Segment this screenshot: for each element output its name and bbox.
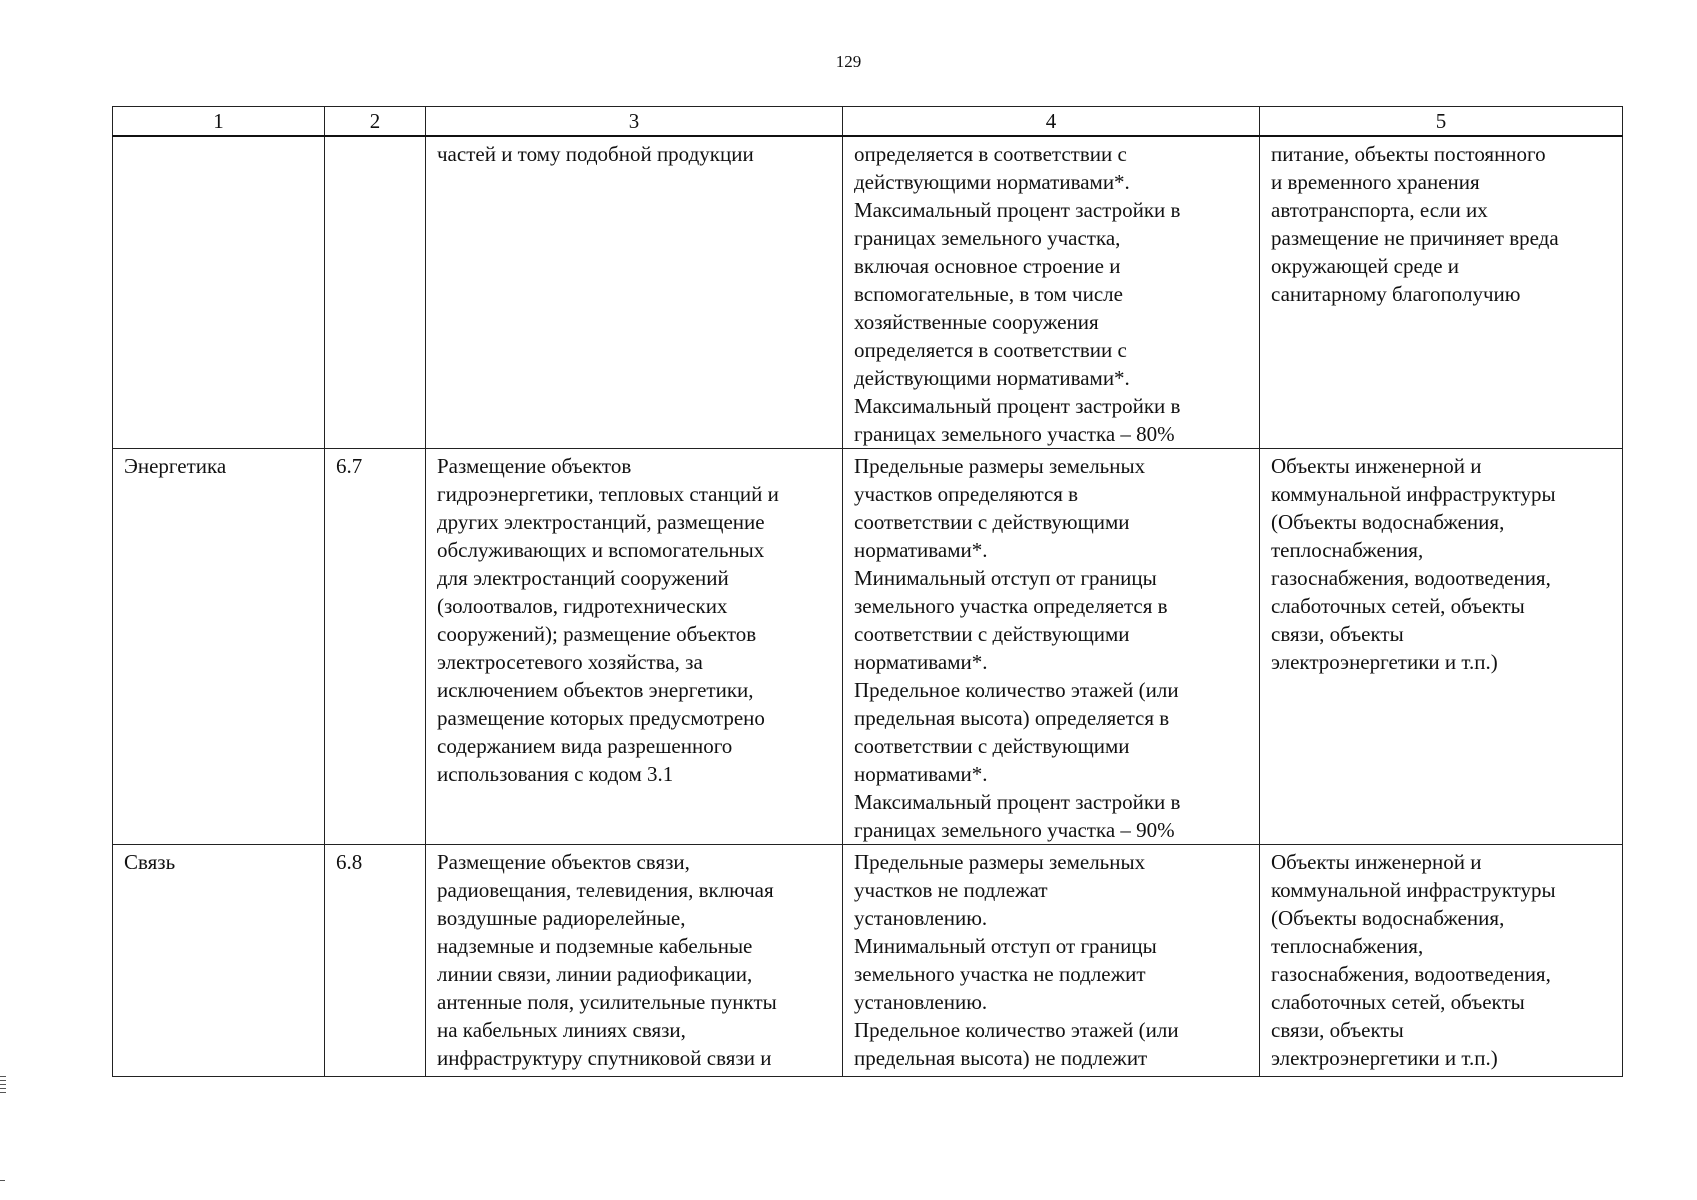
scan-margin-marks <box>0 1076 6 1096</box>
land-use-table <box>112 106 1623 1077</box>
scan-margin-dash <box>0 1180 5 1181</box>
cell-ancillary-uses: питание, объекты постоянного и временного хранения автотранспорта, если их размещение не причиняет вреда окружающей среде и санитарному благополучию <box>1260 136 1623 449</box>
column-number-3: 3 <box>426 107 843 137</box>
cell-ancillary-uses: Объекты инженерной и коммунальной инфраструктуры (Объекты водоснабжения, теплоснабжения, газоснабжения, водоотведения, слаботочных сетей, объекты связи, объекты электроэнергетики и т.п.) <box>1260 845 1623 1077</box>
table-header-row <box>113 107 1623 137</box>
cell-use-description: частей и тому подобной продукции <box>426 136 843 449</box>
column-number-4: 4 <box>843 107 1260 137</box>
table-row <box>113 845 1623 1077</box>
cell-use-description: Размещение объектов гидроэнергетики, тепловых станций и других электростанций, размещение обслуживающих и вспомогательных для электростанций сооружений (золоотвалов, гидротехнических сооружений); размещение объектов электросетевого хозяйства, за исключением объектов энергетики, размещение которых предусмотрено содержанием вида разрешенного использования с кодом 3.1 <box>426 449 843 845</box>
cell-parameters: Предельные размеры земельных участков не подлежат установлению. Минимальный отступ от границы земельного участка не подлежит установлению. Предельное количество этажей (или предельная высота) не подлежит <box>843 845 1260 1077</box>
cell-use-type <box>113 136 325 449</box>
table-row <box>113 449 1623 845</box>
cell-use-code <box>325 136 426 449</box>
cell-parameters: Предельные размеры земельных участков определяются в соответствии с действующими нормативами*. Минимальный отступ от границы земельного участка определяется в соответствии с действующими нормативами*. Предельное количество этажей (или предельная высота) определяется в соответствии с действующими нормативами*. Максимальный процент застройки в границах земельного участка – 90% <box>843 449 1260 845</box>
cell-ancillary-uses: Объекты инженерной и коммунальной инфраструктуры (Объекты водоснабжения, теплоснабжения, газоснабжения, водоотведения, слаботочных сетей, объекты связи, объекты электроэнергетики и т.п.) <box>1260 449 1623 845</box>
cell-use-type: Связь <box>113 845 325 1077</box>
cell-use-code: 6.7 <box>325 449 426 845</box>
cell-use-code: 6.8 <box>325 845 426 1077</box>
page-number: 129 <box>835 52 862 71</box>
cell-use-type: Энергетика <box>113 449 325 845</box>
column-number-1: 1 <box>113 107 325 137</box>
table-row <box>113 136 1623 449</box>
cell-use-description: Размещение объектов связи, радиовещания, телевидения, включая воздушные радиорелейные, надземные и подземные кабельные линии связи, линии радиофикации, антенные поля, усилительные пункты на кабельных линиях связи, инфраструктуру спутниковой связи и <box>426 845 843 1077</box>
column-number-2: 2 <box>325 107 426 137</box>
cell-parameters: определяется в соответствии с действующими нормативами*. Максимальный процент застройки в границах земельного участка, включая основное строение и вспомогательные, в том числе хозяйственные сооружения определяется в соответствии с действующими нормативами*. Максимальный процент застройки в границах земельного участка – 80% <box>843 136 1260 449</box>
column-number-5: 5 <box>1260 107 1623 137</box>
